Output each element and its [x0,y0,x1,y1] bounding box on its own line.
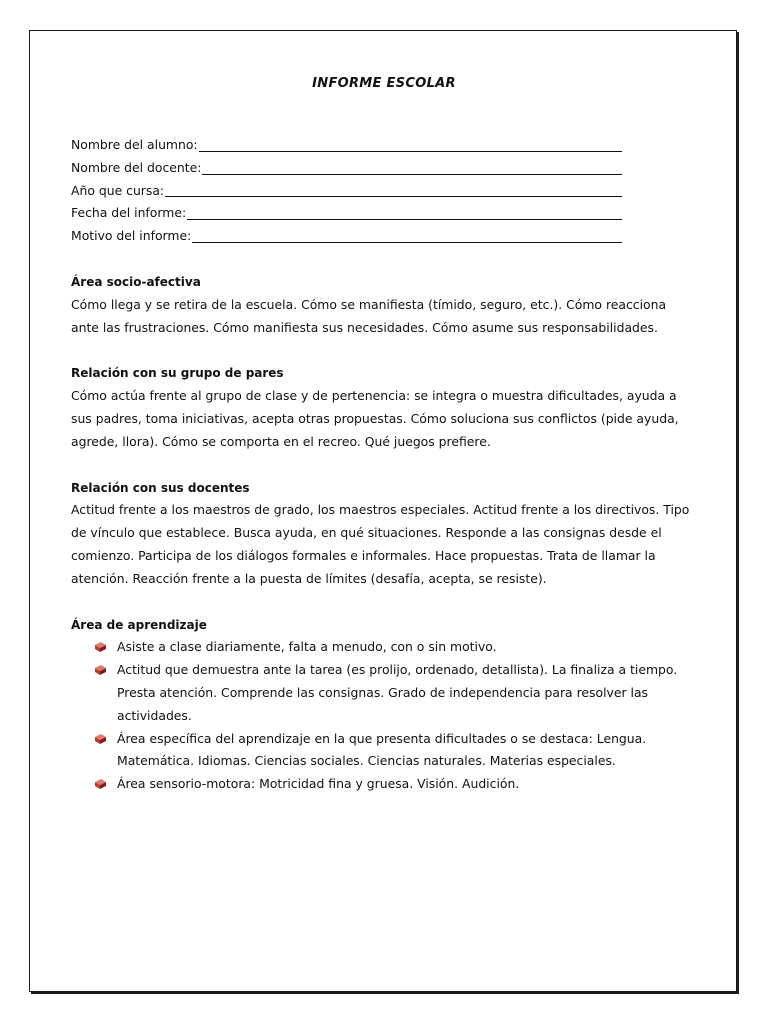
teacher-name-field[interactable] [71,157,622,180]
field-label: Nombre del alumno: [71,137,198,152]
section-peer-group [71,362,695,453]
info-fields [71,134,695,248]
field-label: Motivo del informe: [71,228,192,244]
red-3d-bullet-icon [95,665,106,675]
field-label: Año que cursa: [71,182,165,198]
list-item [117,659,695,727]
section-heading: Área de aprendizaje [71,617,207,632]
section-body: Cómo llega y se retira de la escuela. Cómo se manifiesta (tímido, seguro, etc.). Cómo reacciona ante las frustraciones. Cómo manifiesta sus necesidades. Cómo asume sus responsabilidades. [71,296,667,335]
field-label: Nombre del docente: [71,159,202,175]
blank-line [165,196,622,197]
section-body: Cómo actúa frente al grupo de clase y de pertenencia: se integra o muestra dificultades, ayuda a sus padres, toma iniciativas, acepta otras propuestas. Cómo soluciona sus conflictos (pide ayuda, agrede, llora). Cómo se comporta en el recreo. Qué juegos prefiere. [71,388,679,449]
red-3d-bullet-icon [95,642,106,652]
blank-line [202,174,622,175]
section-body: Actitud frente a los maestros de grado, los maestros especiales. Actitud frente a los directivos. Tipo de vínculo que establece. Busca ayuda, en qué situaciones. Responde a las consignas desde el comienzo. Participa de los diálogos formales e informales. Hace propuestas. Trata de llamar la atención. Reacción frente a la puesta de límites (desafía, acepta, se resiste). [71,502,690,586]
section-heading: Relación con su grupo de pares [71,366,284,381]
list-item [117,773,695,796]
blank-line [187,219,622,220]
list-item-text: Área específica del aprendizaje en la que presenta dificultades o se destaca: Lengua. Matemática. Idiomas. Ciencias sociales. Ciencias naturales. Materias especiales. [117,730,647,769]
blank-line [192,242,622,243]
document-body [71,134,695,796]
list-item-text: Área sensorio-motora: Motricidad fina y gruesa. Visión. Audición. [117,776,520,792]
list-item-text: Actitud que demuestra ante la tarea (es prolijo, ordenado, detallista). La finaliza a tiempo. Presta atención. Comprende las consignas. Grado de independencia para resolver las actividades. [117,662,678,723]
section-heading: Relación con sus docentes [71,480,250,495]
student-name-field[interactable] [71,134,622,157]
report-reason-field[interactable] [71,225,622,248]
red-3d-bullet-icon [95,779,106,789]
school-year-field[interactable] [71,180,622,203]
list-item [117,636,695,659]
section-learning [71,614,695,796]
document-title: INFORME ESCOLAR [312,76,456,91]
learning-list [71,636,695,796]
report-date-field[interactable] [71,202,622,225]
red-3d-bullet-icon [95,734,106,744]
blank-line [199,151,622,152]
section-heading: Área socio-afectiva [71,274,201,289]
field-label: Fecha del informe: [71,205,187,221]
section-socio-affective [71,271,695,339]
section-teachers [71,477,695,591]
list-item [117,728,695,774]
list-item-text: Asiste a clase diariamente, falta a menudo, con o sin motivo. [117,639,497,655]
